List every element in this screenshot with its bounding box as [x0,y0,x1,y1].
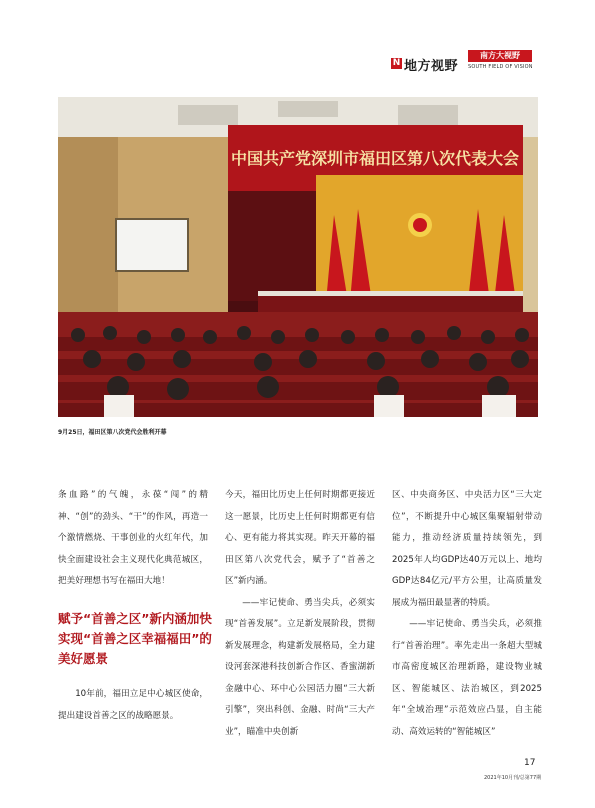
section-heading: 赋予“首善之区”新内涵加快实现“首善之区幸福福田”的美好愿景 [58,611,212,666]
paragraph: 区、中央商务区、中央活力区“三大定位”，不断提升中心城区集聚辐射带动能力，推动经济质量持续领先，到2025年人均GDP达40万元以上、地均GDP达84亿元/平方公里，让高质量发展成为福田最显著的特质。 [392,490,542,608]
banner-text: 中国共产党深圳市福田区第八次代表大会 [230,149,520,168]
magazine-logo-icon: N [392,58,401,68]
paragraph: 今天，福田比历史上任何时期都更接近这一愿景，比历史上任何时期都更有信心、更有能力将其实现。昨天开幕的福田区第八次党代会，赋予了“首善之区”新内涵。 [225,490,375,586]
section-subtitle: SOUTH FIELD OF VISION [468,64,533,70]
section-title: 地方视野 [404,59,459,74]
paragraph: 条血路”的气魄，永葆“闯”的精神、“创”的劲头、“干”的作风，再造一个激情燃烧、干事创业的火红年代，加快全面建设社会主义现代化典范城区，把美好理想书写在福田大地！ [58,490,208,586]
paragraph: ——牢记使命、勇当尖兵，必须实现“首善发展”。立足新发展阶段，贯彻新发展理念，构建新发展格局，全力建设河套深港科技创新合作区、香蜜湖新金融中心、环中心公园活力圈“三大新引擎”，突出科创、金融、时尚“三大产业”，瞄准中央创新 [225,597,375,737]
column-3-text [392,485,542,743]
column-2-text [225,485,375,743]
photo-caption: 9月25日，福田区第八次党代会胜利开幕 [58,429,167,436]
paragraph: ——牢记使命、勇当尖兵，必须推行“首善治理”。率先走出一条超大型城市高密度城区治理新路，建设物业城区、智能城区、法治城区，到2025年“全域治理”示范效应凸显，自主能动、高效运转的“智能城区” [392,619,542,737]
issue-label: 2021年10月刊/总第77期 [484,775,542,781]
page-number: 17 [524,758,536,768]
column-1-continued [58,684,208,727]
section-tab-label: 南方大视野 [468,50,532,62]
column-1-text [58,485,208,593]
congress-photo [58,97,538,417]
paragraph: 10年前，福田立足中心城区使命，提出建设首善之区的战略愿景。 [58,689,208,721]
